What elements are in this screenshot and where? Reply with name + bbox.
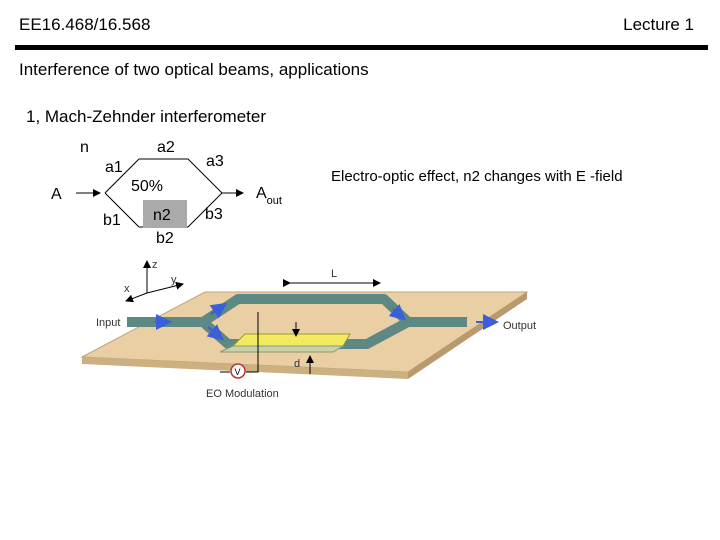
axes [124,259,183,301]
input-label: Input [96,317,121,329]
voltage-label: V [234,367,241,377]
label-A: A [51,186,62,203]
electro-optic-note: Electro-optic effect, n2 changes with E -field [331,168,623,185]
gap-label: d [294,358,301,370]
label-a1: a1 [105,159,123,176]
lecture-number: Lecture 1 [623,15,694,34]
label-A-out-subscript: out [266,195,282,207]
label-n2: n2 [153,207,171,224]
axis-z-label: z [152,259,158,271]
y-axis [147,284,183,293]
electrode-bottom [220,346,343,352]
axis-x-label: x [124,283,130,295]
eo-modulator-illustration [82,259,536,400]
electrode-top [233,334,350,346]
mzi-schematic [51,139,282,247]
section-title: Interference of two optical beams, applications [19,60,369,79]
output-label: Output [503,320,537,332]
course-code: EE16.468/16.568 [19,15,151,34]
label-n: n [80,139,89,156]
label-a3: a3 [206,153,224,170]
label-b1: b1 [103,212,121,229]
axis-y-label: y [171,274,177,286]
label-b3: b3 [205,206,223,223]
eo-modulation-label: EO Modulation [206,388,279,400]
label-b2: b2 [156,230,174,247]
label-a2: a2 [157,139,175,156]
subtitle: 1, Mach-Zehnder interferometer [26,107,266,126]
label-A-out-main: A [256,185,267,202]
length-label: L [331,268,338,280]
label-ratio: 50% [131,178,164,195]
label-A-out [256,185,282,207]
